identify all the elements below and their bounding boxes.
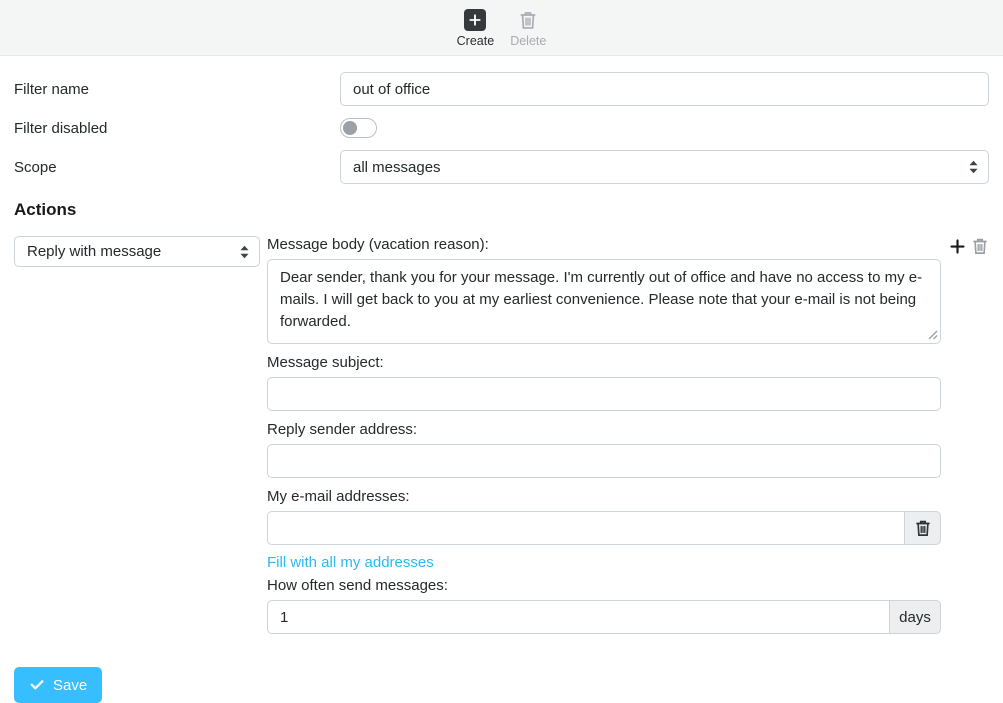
reply-sender-input[interactable] [267,444,941,478]
select-caret-icon [969,161,978,174]
actions-heading: Actions [14,200,77,219]
fill-addresses-link[interactable]: Fill with all my addresses [267,554,434,571]
my-addresses-label: My e-mail addresses: [267,488,410,505]
message-body-label: Message body (vacation reason): [267,236,489,253]
clear-addresses-button[interactable] [905,511,941,545]
create-button[interactable] [457,9,495,48]
create-icon [464,9,486,31]
delete-action-button[interactable] [971,237,989,255]
filter-name-label: Filter name [14,80,90,98]
filter-form [0,56,1003,703]
scope-row [14,150,989,184]
create-button-label: Create [456,34,495,48]
save-button-label: Save [53,676,88,694]
my-addresses-input[interactable] [267,511,905,545]
check-icon [29,677,45,693]
interval-input[interactable] [267,600,890,634]
action-buttons [947,236,989,255]
action-row [14,236,989,634]
message-subject-input[interactable] [267,377,941,411]
interval-group [267,600,941,634]
trash-icon [914,519,932,537]
filter-disabled-label: Filter disabled [14,119,108,137]
my-addresses-group [267,511,941,545]
filter-name-row [14,72,989,106]
toggle-knob [343,121,357,135]
delete-button[interactable] [510,9,546,48]
plus-icon [949,238,966,255]
scope-select[interactable] [340,150,989,184]
filter-name-input[interactable] [340,72,989,106]
action-type-select-value: Reply with message [27,243,162,260]
delete-icon [517,9,539,31]
filter-disabled-row [14,118,989,138]
action-type-select[interactable] [14,236,260,267]
interval-unit: days [890,600,941,634]
message-subject-label: Message subject: [267,354,384,371]
reply-sender-label: Reply sender address: [267,421,418,438]
save-button[interactable] [14,667,102,703]
toolbar [0,0,1003,56]
action-fields [267,236,941,634]
filter-disabled-toggle[interactable] [340,118,377,138]
message-body-textarea[interactable] [267,259,941,344]
message-body-wrap [267,259,941,344]
select-caret-icon [240,245,249,258]
scope-select-value: all messages [353,158,441,176]
delete-button-label: Delete [510,34,547,48]
add-action-button[interactable] [949,238,966,255]
interval-label: How often send messages: [267,577,448,594]
trash-icon [971,237,989,255]
scope-label: Scope [14,158,57,176]
